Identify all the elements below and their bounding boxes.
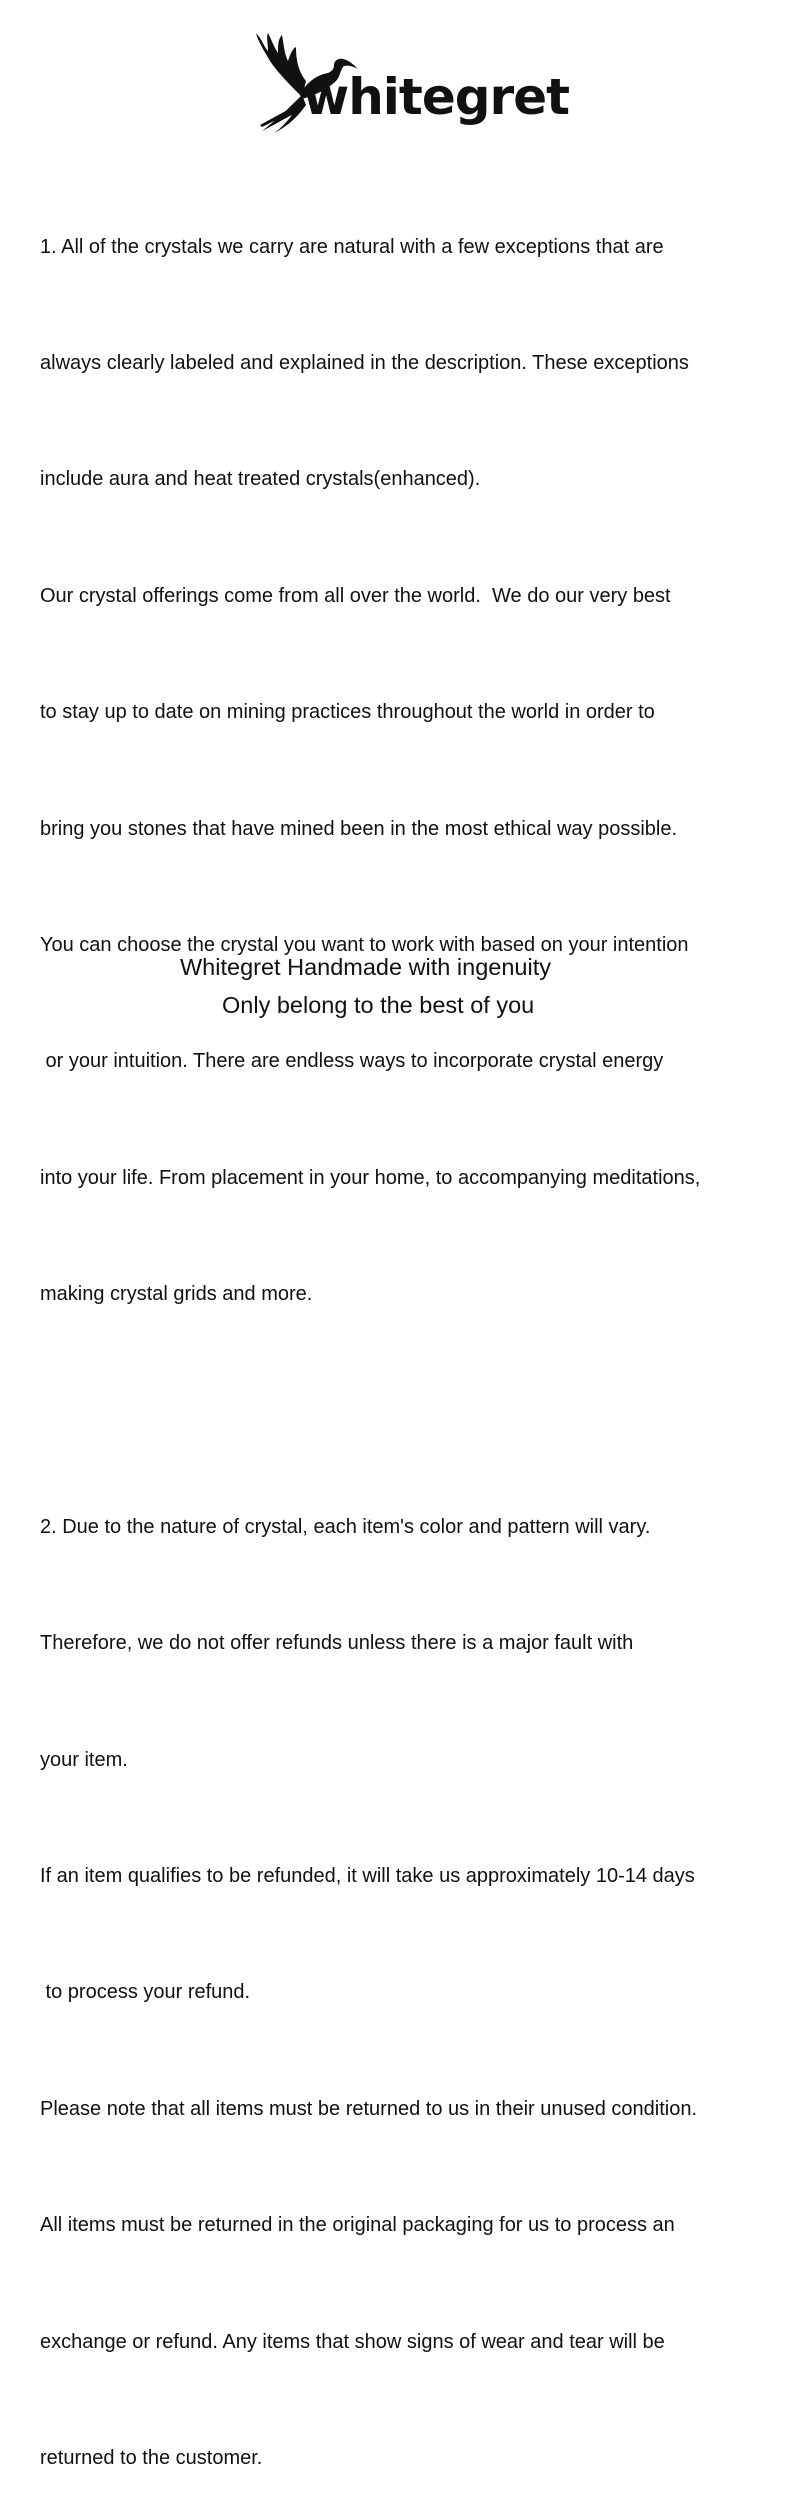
brand-wordmark: whitegret (303, 68, 569, 126)
footer-tagline (0, 948, 800, 1024)
policy-line: making crystal grids and more. (40, 1283, 313, 1306)
footer-line-1: Whitegret Handmade with ingenuity (180, 954, 551, 980)
policy-line: exchange or refund. Any items that show signs of wear and tear will be (40, 2330, 665, 2353)
policy-line: Therefore, we do not offer refunds unless there is a major fault with (40, 1632, 634, 1655)
policy-line: You can choose the crystal you want to work with based on your intention (40, 933, 689, 956)
policy-line: If an item qualifies to be refunded, it will take us approximately 10-14 days (40, 1865, 695, 1888)
policy-text (40, 150, 790, 2517)
policy-line: bring you stones that have mined been in the most ethical way possible. (40, 817, 678, 840)
brand-logo (240, 25, 569, 140)
policy-line: or your intuition. There are endless ways to incorporate crystal energy (40, 1050, 664, 1073)
policy-line: into your life. From placement in your home, to accompanying meditations, (40, 1166, 701, 1189)
policy-line-blank (40, 1392, 790, 1431)
footer-line-2: Only belong to the best of you (222, 992, 535, 1018)
policy-line: to stay up to date on mining practices throughout the world in order to (40, 701, 655, 724)
policy-line: include aura and heat treated crystals(enhanced). (40, 468, 481, 491)
policy-line: Please note that all items must be returned to us in their unused condition. (40, 2097, 698, 2120)
policy-line: returned to the customer. (40, 2447, 263, 2470)
policy-line: to process your refund. (40, 1981, 251, 2004)
policy-line: All items must be returned in the original packaging for us to process an (40, 2214, 675, 2237)
policy-line: your item. (40, 1748, 128, 1771)
policy-line: 1. All of the crystals we carry are natural with a few exceptions that are (40, 235, 664, 258)
policy-line: always clearly labeled and explained in the description. These exceptions (40, 351, 689, 374)
policy-line: 2. Due to the nature of crystal, each item's color and pattern will vary. (40, 1515, 651, 1538)
policy-line: Our crystal offerings come from all over the world. We do our very best (40, 584, 671, 607)
